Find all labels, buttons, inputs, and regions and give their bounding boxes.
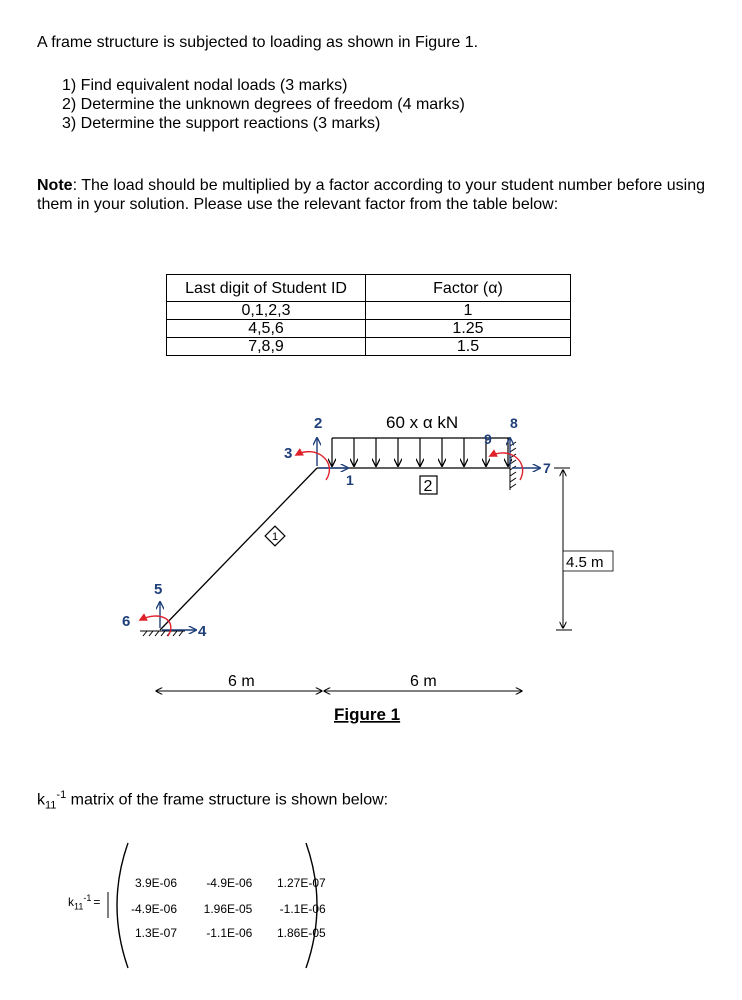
intro-text: A frame structure is subjected to loading as shown in Figure 1. — [37, 34, 479, 51]
table-header-factor: Factor (α) — [366, 275, 571, 302]
dof-label-7: 7 — [543, 460, 551, 476]
question-2: 2) Determine the unknown degrees of freedom (4 marks) — [62, 96, 465, 113]
table-header-student-id: Last digit of Student ID — [167, 275, 366, 302]
dof-label-6: 6 — [122, 613, 131, 630]
dof-label-9: 9 — [484, 431, 492, 447]
figure-caption: Figure 1 — [334, 705, 401, 724]
matrix-label: $k_{11}^{-1}$ = — [68, 893, 101, 912]
dof-rotation-9 — [490, 453, 523, 480]
table-cell: 0,1,2,3 — [167, 302, 366, 320]
table-cell: 1 — [366, 302, 571, 320]
height-dimension — [554, 468, 572, 630]
table-cell: 1.25 — [366, 320, 571, 338]
right-span-label: 6 m — [410, 673, 437, 690]
question-3: 3) Determine the support reactions (3 marks) — [62, 115, 381, 132]
svg-text:1: 1 — [271, 531, 279, 543]
dof-label-5: 5 — [154, 581, 163, 598]
element-label-1 — [265, 526, 285, 546]
element-label-2 — [420, 476, 437, 495]
dof-label-4: 4 — [198, 623, 207, 640]
matrix-row-3: 1.3E-07 -1.1E-06 1.86E-05 — [134, 926, 326, 940]
dof-rotation-3 — [296, 452, 329, 480]
matrix-row-2: -4.9E-06 1.96E-05 -1.1E-06 — [130, 902, 326, 916]
table-cell: 1.5 — [366, 338, 571, 356]
svg-text:2: 2 — [423, 478, 433, 495]
note-label: Note — [37, 177, 73, 194]
dof-label-2: 2 — [314, 415, 323, 432]
table-cell: 7,8,9 — [167, 338, 366, 356]
note-text: : The load should be multiplied by a factor according to your student number before using them in your solution. Please use the relevant factor from the table below: — [37, 177, 705, 213]
dof-label-3: 3 — [284, 445, 293, 462]
dof-label-1: 1 — [346, 472, 354, 488]
table-cell: 4,5,6 — [167, 320, 366, 338]
member-1 — [160, 468, 317, 630]
dof-rotation-6 — [140, 616, 171, 636]
fixed-support-left — [140, 631, 185, 636]
matrix-intro: $k_{11}^{-1}$ matrix of the frame structure is shown below: — [37, 789, 389, 812]
matrix-row-1: 3.9E-06 -4.9E-06 1.27E-07 — [134, 876, 326, 890]
left-span-label: 6 m — [228, 673, 255, 690]
dof-label-8: 8 — [510, 415, 518, 431]
load-label: 60 x α kN — [386, 413, 459, 432]
height-label: 4.5 m — [566, 554, 604, 571]
question-1: 1) Find equivalent nodal loads (3 marks) — [62, 77, 348, 94]
fixed-support-right — [510, 442, 516, 490]
